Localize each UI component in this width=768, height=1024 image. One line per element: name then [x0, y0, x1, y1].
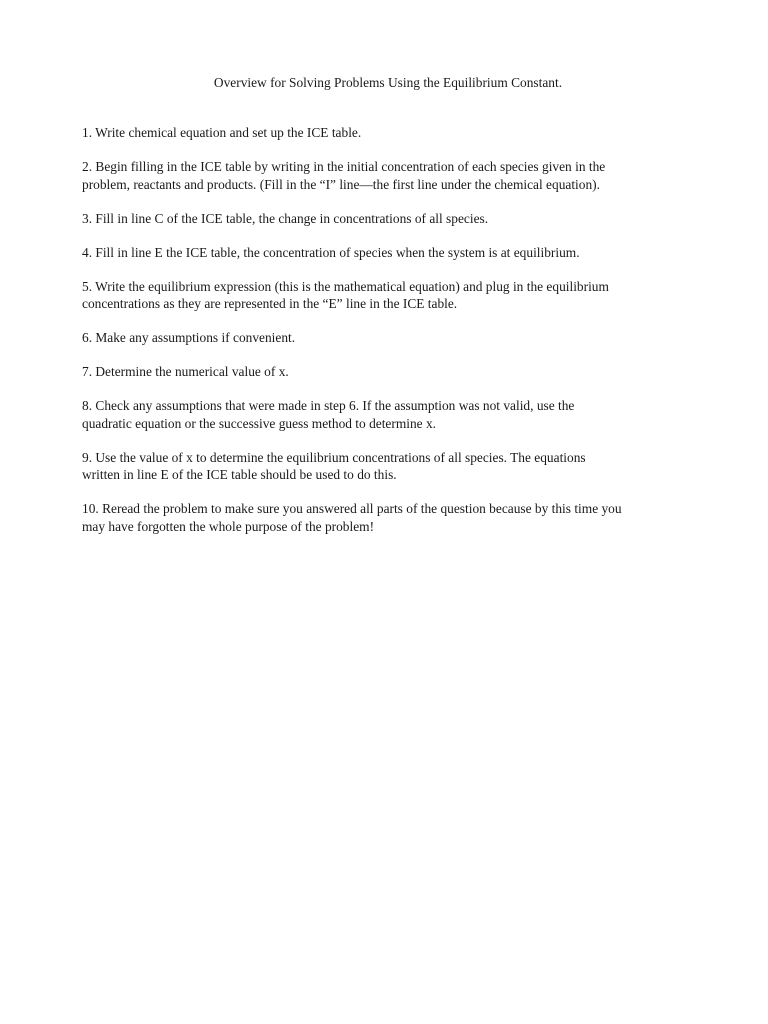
step-10: 10. Reread the problem to make sure you answered all parts of the question because by this time you may have forgotten the whole purpose of the problem!	[82, 501, 622, 534]
step-2: 2. Begin filling in the ICE table by writing in the initial concentration of each species given in the problem, reactants and products. (Fill in the “I” line—the first line under the chemical equation).	[82, 159, 606, 192]
document-title: Overview for Solving Problems Using the Equilibrium Constant.	[213, 75, 563, 90]
step-9: 9. Use the value of x to determine the equilibrium concentrations of all species. The equations written in line E of the ICE table should be used to do this.	[82, 449, 586, 482]
step-1: 1. Write chemical equation and set up the ICE table.	[82, 125, 362, 140]
step-3: 3. Fill in line C of the ICE table, the change in concentrations of all species.	[82, 210, 489, 226]
step-6: 6. Make any assumptions if convenient.	[82, 330, 296, 345]
steps-list	[82, 124, 722, 552]
step-8: 8. Check any assumptions that were made in step 6. If the assumption was not valid, use the quadratic equation or the successive guess method to determine x.	[82, 398, 575, 431]
step-7: 7. Determine the numerical value of x.	[82, 364, 289, 379]
step-4: 4. Fill in line E the ICE table, the concentration of species when the system is at equilibrium.	[82, 244, 580, 260]
step-5: 5. Write the equilibrium expression (this is the mathematical equation) and plug in the equilibrium concentrations as they are represented in the “E” line in the ICE table.	[82, 278, 609, 311]
